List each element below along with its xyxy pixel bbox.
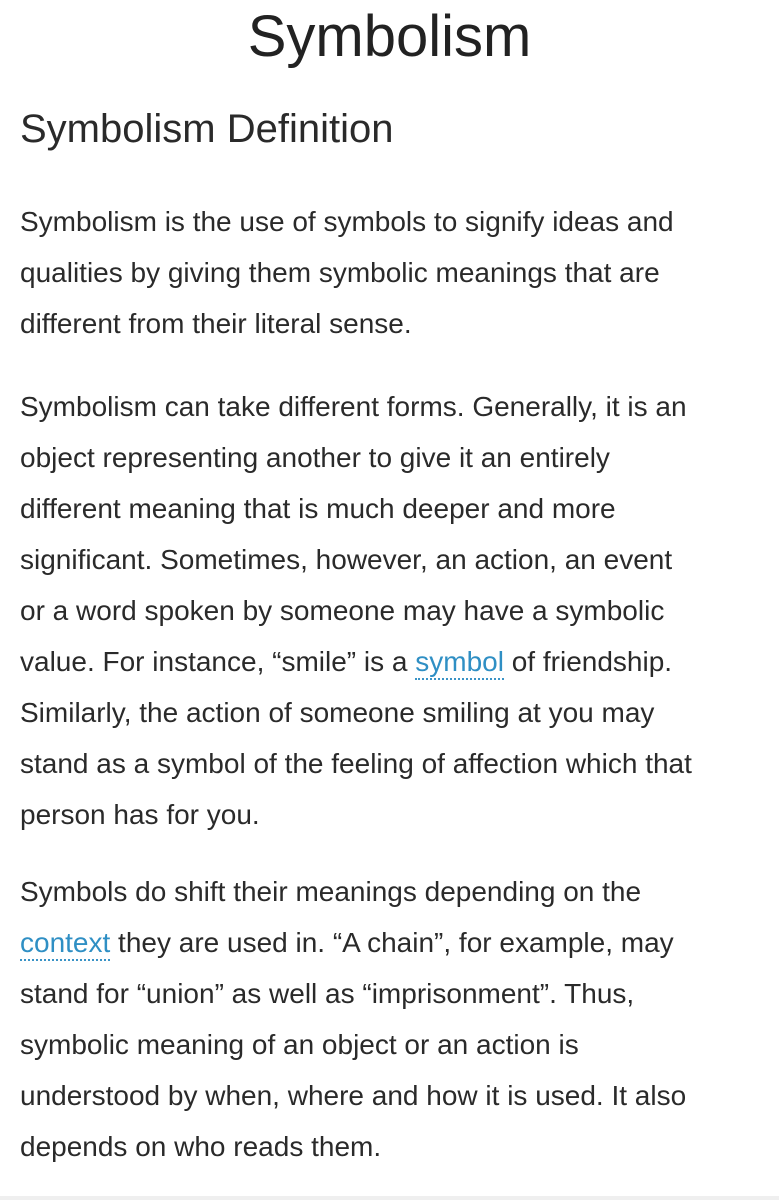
paragraph-line: or a word spoken by someone may have a symbolic	[20, 595, 665, 626]
symbol-link[interactable]: symbol	[415, 646, 504, 680]
paragraph-line: understood by when, where and how it is used. It also	[20, 1080, 687, 1111]
paragraph-line: significant. Sometimes, however, an action, an event	[20, 544, 673, 575]
paragraph-line: Symbolism is the use of symbols to signify ideas and	[20, 206, 674, 237]
paragraph-line: person has for you.	[20, 799, 260, 830]
context-link[interactable]: context	[20, 927, 110, 961]
paragraph-forms	[20, 381, 765, 840]
paragraph-context	[20, 866, 765, 1172]
paragraph-line: stand as a symbol of the feeling of affection which that	[20, 748, 692, 779]
text-segment: value. For instance, “smile” is a	[20, 646, 416, 677]
paragraph-line: Symbols do shift their meanings depending on the	[20, 876, 642, 907]
paragraph-line: symbolic meaning of an object or an action is	[20, 1029, 579, 1060]
paragraph-definition	[20, 196, 765, 349]
bottom-divider	[0, 1196, 779, 1200]
paragraph-line: Similarly, the action of someone smiling at you may	[20, 697, 655, 728]
text-segment: of friendship.	[503, 646, 673, 677]
section-heading: Symbolism Definition	[20, 107, 394, 151]
paragraph-line-with-link	[20, 917, 765, 968]
paragraph-line: stand for “union” as well as “imprisonment”. Thus,	[20, 978, 635, 1009]
text-segment: they are used in. “A chain”, for example, may	[110, 927, 674, 958]
paragraph-line: different meaning that is much deeper and more	[20, 493, 616, 524]
paragraph-line: Symbolism can take different forms. Generally, it is an	[20, 391, 687, 422]
paragraph-line: different from their literal sense.	[20, 308, 412, 339]
paragraph-line: depends on who reads them.	[20, 1131, 382, 1162]
paragraph-line: qualities by giving them symbolic meanings that are	[20, 257, 660, 288]
paragraph-line: object representing another to give it an entirely	[20, 442, 610, 473]
page-title: Symbolism	[247, 4, 532, 69]
paragraph-line-with-link	[20, 636, 765, 687]
